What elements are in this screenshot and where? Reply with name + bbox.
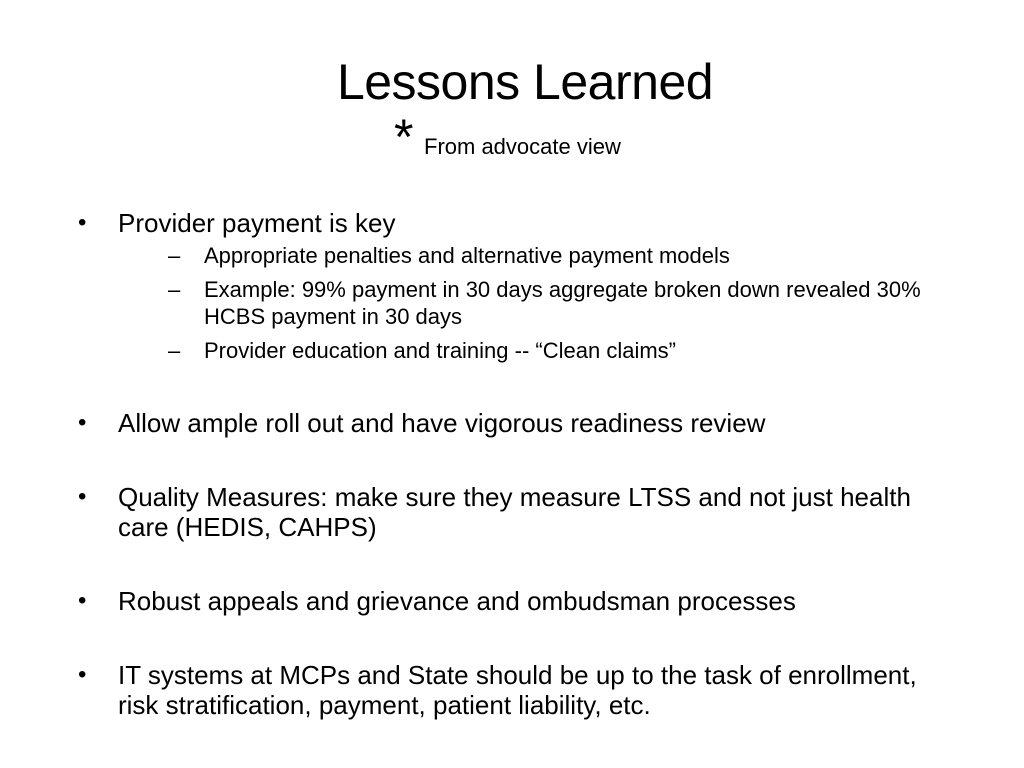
sub-bullet-text: Example: 99% payment in 30 days aggregate broken down revealed 30% HCBS payment in 30 days (204, 277, 921, 329)
slide-subtitle: From advocate view (424, 134, 621, 159)
bullet-text: IT systems at MCPs and State should be up to the task of enrollment, risk stratification, payment, patient liability, etc. (118, 660, 917, 720)
bullet-item (78, 660, 958, 720)
sub-bullet-list (118, 242, 958, 364)
bullet-text: Allow ample roll out and have vigorous readiness review (118, 408, 766, 438)
bullet-text: Robust appeals and grievance and ombudsman processes (118, 586, 796, 616)
bullet-item (78, 482, 958, 542)
dash-glyph: – (168, 277, 181, 302)
bullet-item (78, 586, 958, 616)
dash-glyph: – (168, 243, 181, 268)
sub-bullet-item (118, 337, 958, 364)
bullet-text: Quality Measures: make sure they measure LTSS and not just health care (HEDIS, CAHPS) (118, 482, 911, 542)
bullet-list (78, 208, 958, 720)
bullet-glyph: • (78, 587, 87, 614)
dash-glyph: – (168, 338, 181, 363)
bullet-glyph: • (78, 483, 87, 510)
bullet-text: Provider payment is key (118, 208, 396, 238)
title-block (140, 52, 910, 165)
bullet-item (78, 208, 958, 364)
sub-bullet-text: Appropriate penalties and alternative payment models (204, 243, 730, 268)
bullet-glyph: • (78, 409, 87, 436)
subtitle-line (140, 109, 910, 165)
sub-bullet-text: Provider education and training -- “Clean claims” (204, 338, 676, 363)
slide-title: Lessons Learned (336, 54, 714, 110)
bullet-item (78, 408, 958, 438)
bullet-glyph: • (78, 209, 87, 236)
bullet-glyph: • (78, 661, 87, 688)
sub-bullet-item (118, 276, 958, 330)
asterisk-mark: * (394, 109, 414, 165)
sub-bullet-item (118, 242, 958, 269)
